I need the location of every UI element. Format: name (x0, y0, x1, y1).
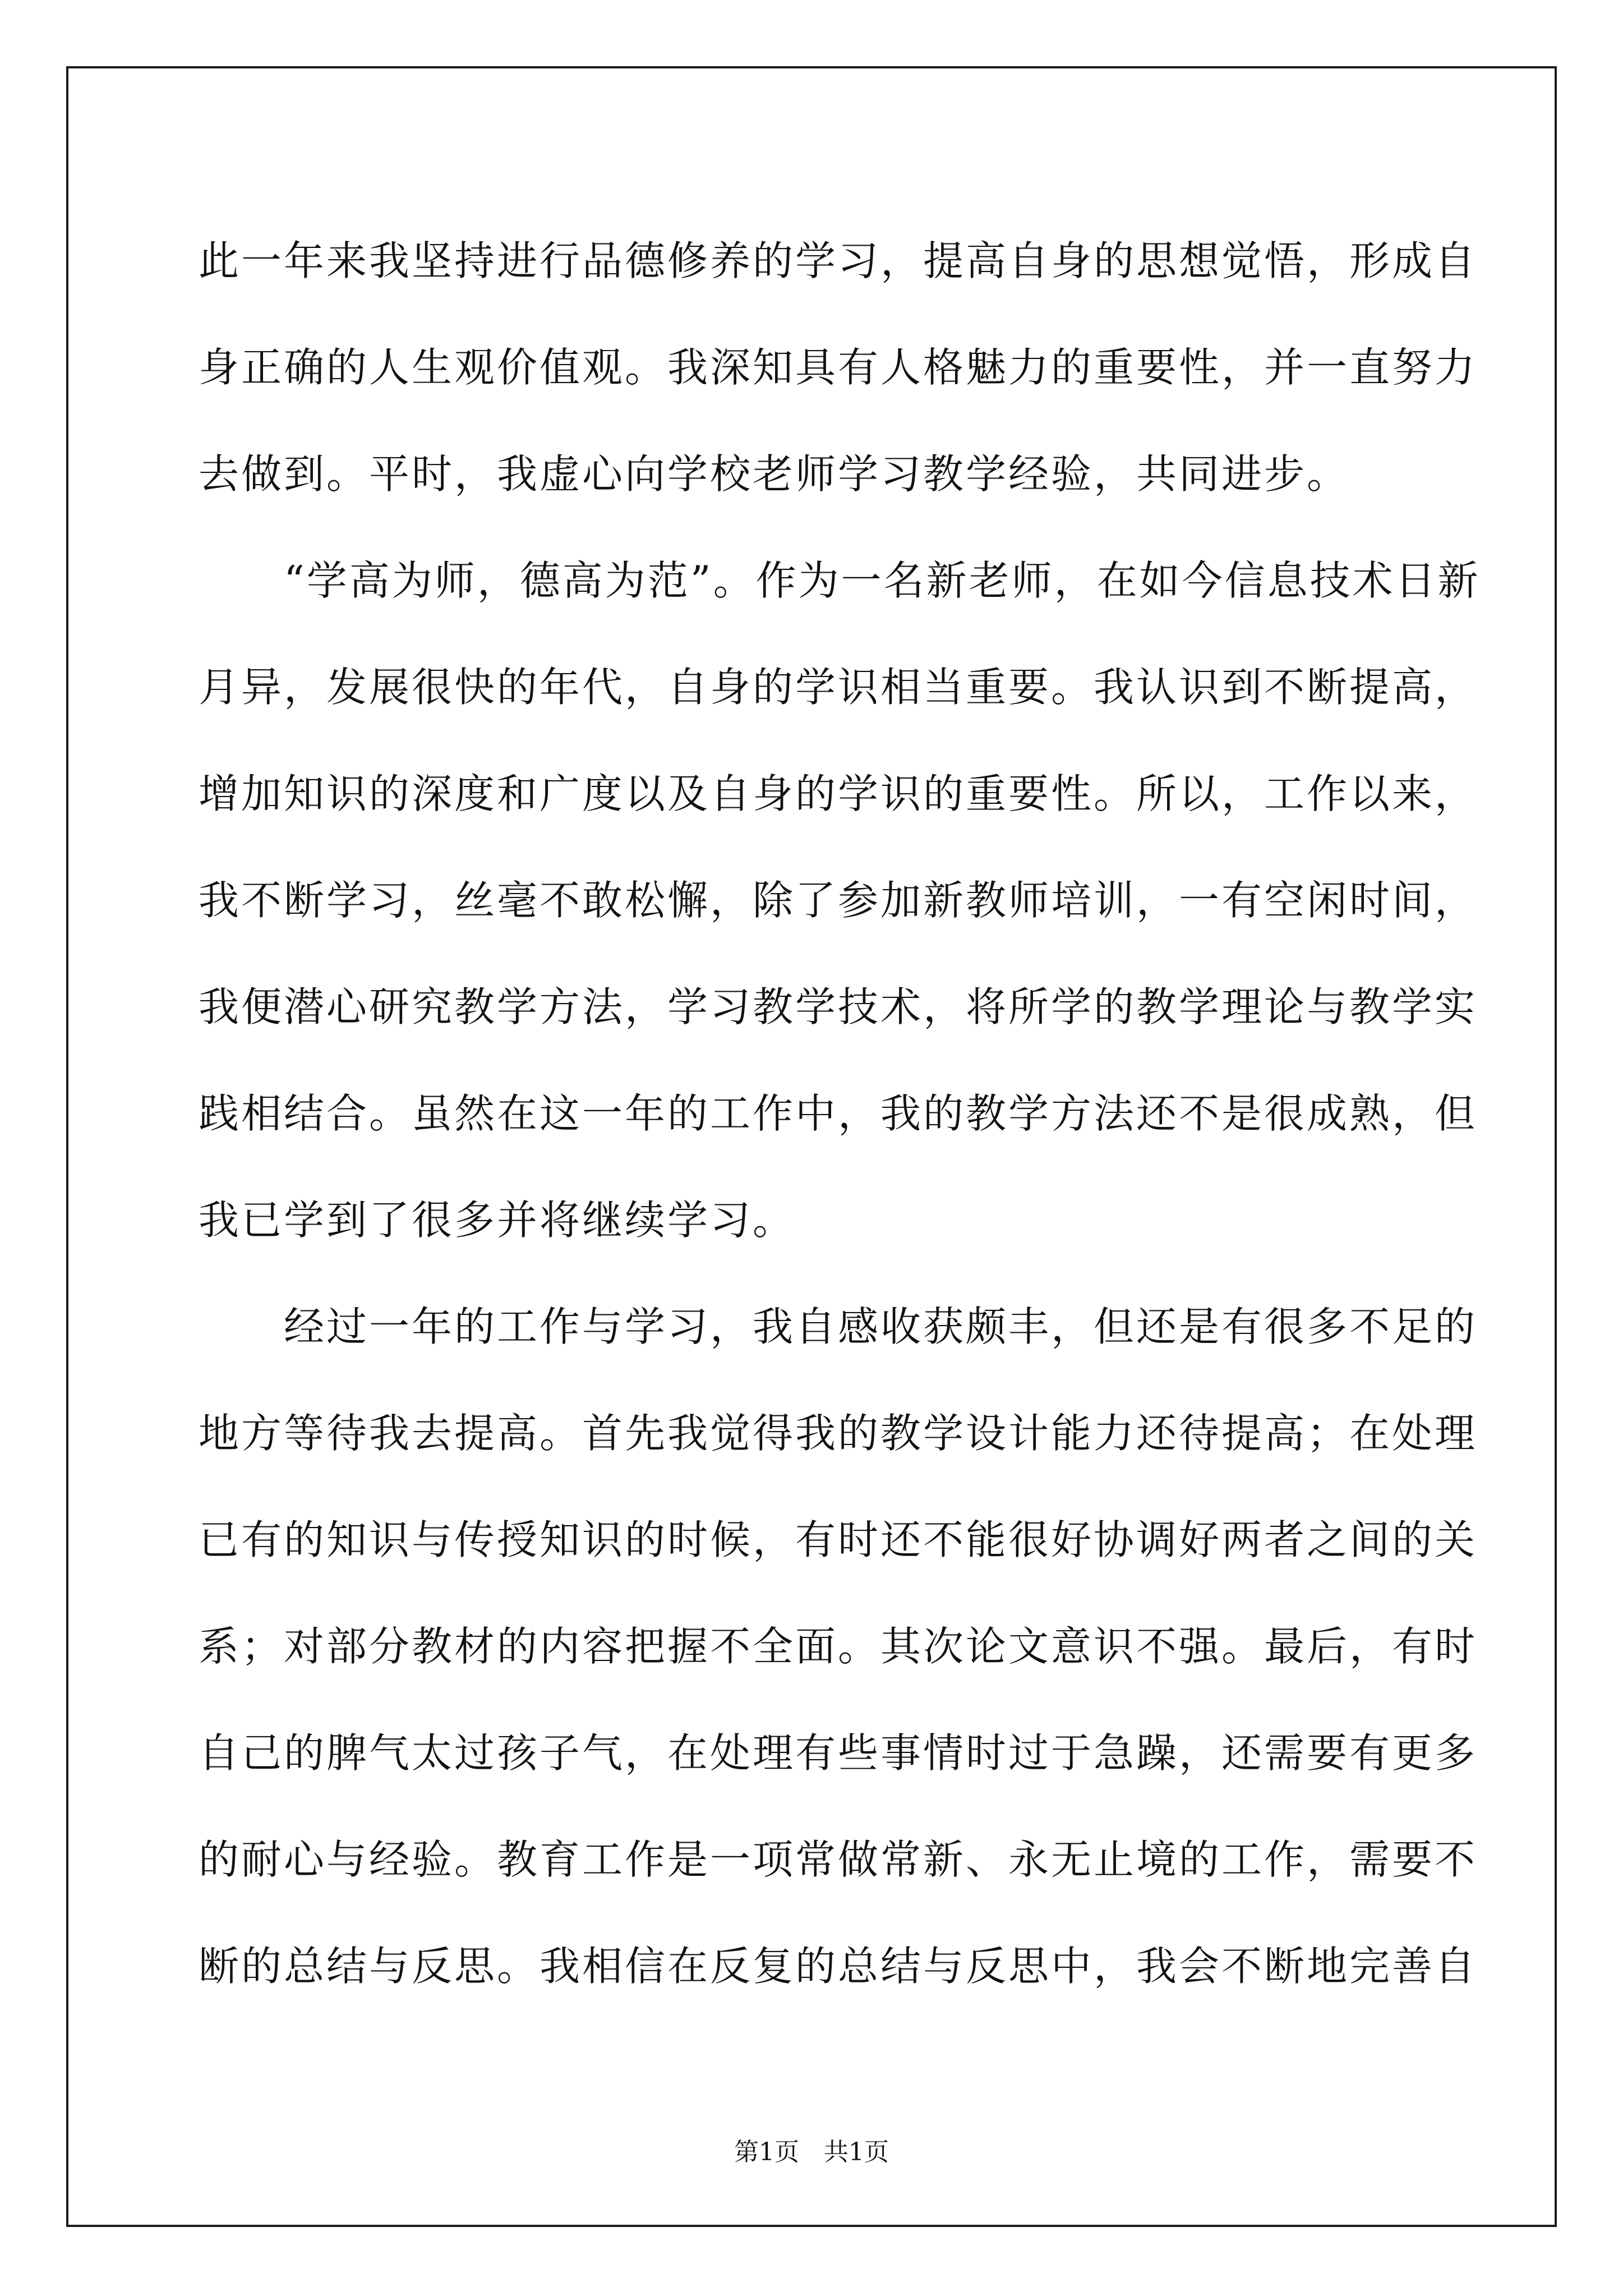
text-line-4: “学高为师，德高为范”。作为一名新老师，在如今信息技术日新 (199, 557, 1481, 604)
text-line-3: 去做到。平时，我虚心向学校老师学习教学经验，共同进步。 (199, 450, 1350, 498)
document-body (199, 208, 1481, 2019)
text-line-10: 我已学到了很多并将继续学习。 (199, 1197, 796, 1244)
text-line-7: 我不断学习，丝毫不敢松懈，除了参加新教师培训，一有空闲时间， (199, 877, 1478, 924)
text-line-6: 增加知识的深度和广度以及自身的学识的重要性。所以，工作以来， (199, 770, 1478, 817)
text-line-12: 地方等待我去提高。首先我觉得我的教学设计能力还待提高；在处理 (199, 1410, 1478, 1457)
text-line-1: 此一年来我坚持进行品德修养的学习，提高自身的思想觉悟，形成自 (199, 237, 1478, 284)
text-line-13: 已有的知识与传授知识的时候，有时还不能很好协调好两者之间的关 (199, 1516, 1478, 1563)
text-line-17: 断的总结与反思。我相信在反复的总结与反思中，我会不断地完善自 (199, 1943, 1478, 1990)
text-line-5: 月异，发展很快的年代，自身的学识相当重要。我认识到不断提高， (199, 664, 1478, 711)
page-footer (0, 2132, 1623, 2168)
text-line-16: 的耐心与经验。教育工作是一项常做常新、永无止境的工作，需要不 (199, 1836, 1478, 1883)
text-line-14: 系；对部分教材的内容把握不全面。其次论文意识不强。最后，有时 (199, 1623, 1478, 1670)
page-number-label: 第1页 共1页 (734, 2138, 889, 2166)
text-line-2: 身正确的人生观价值观。我深知具有人格魅力的重要性，并一直努力 (199, 344, 1478, 391)
text-line-15: 自己的脾气太过孩子气，在处理有些事情时过于急躁，还需要有更多 (199, 1729, 1478, 1777)
text-line-9: 践相结合。虽然在这一年的工作中，我的教学方法还不是很成熟，但 (199, 1090, 1478, 1137)
text-line-8: 我便潜心研究教学方法，学习教学技术，将所学的教学理论与教学实 (199, 983, 1478, 1030)
text-line-11: 经过一年的工作与学习，我自感收获颇丰，但还是有很多不足的 (199, 1303, 1478, 1350)
